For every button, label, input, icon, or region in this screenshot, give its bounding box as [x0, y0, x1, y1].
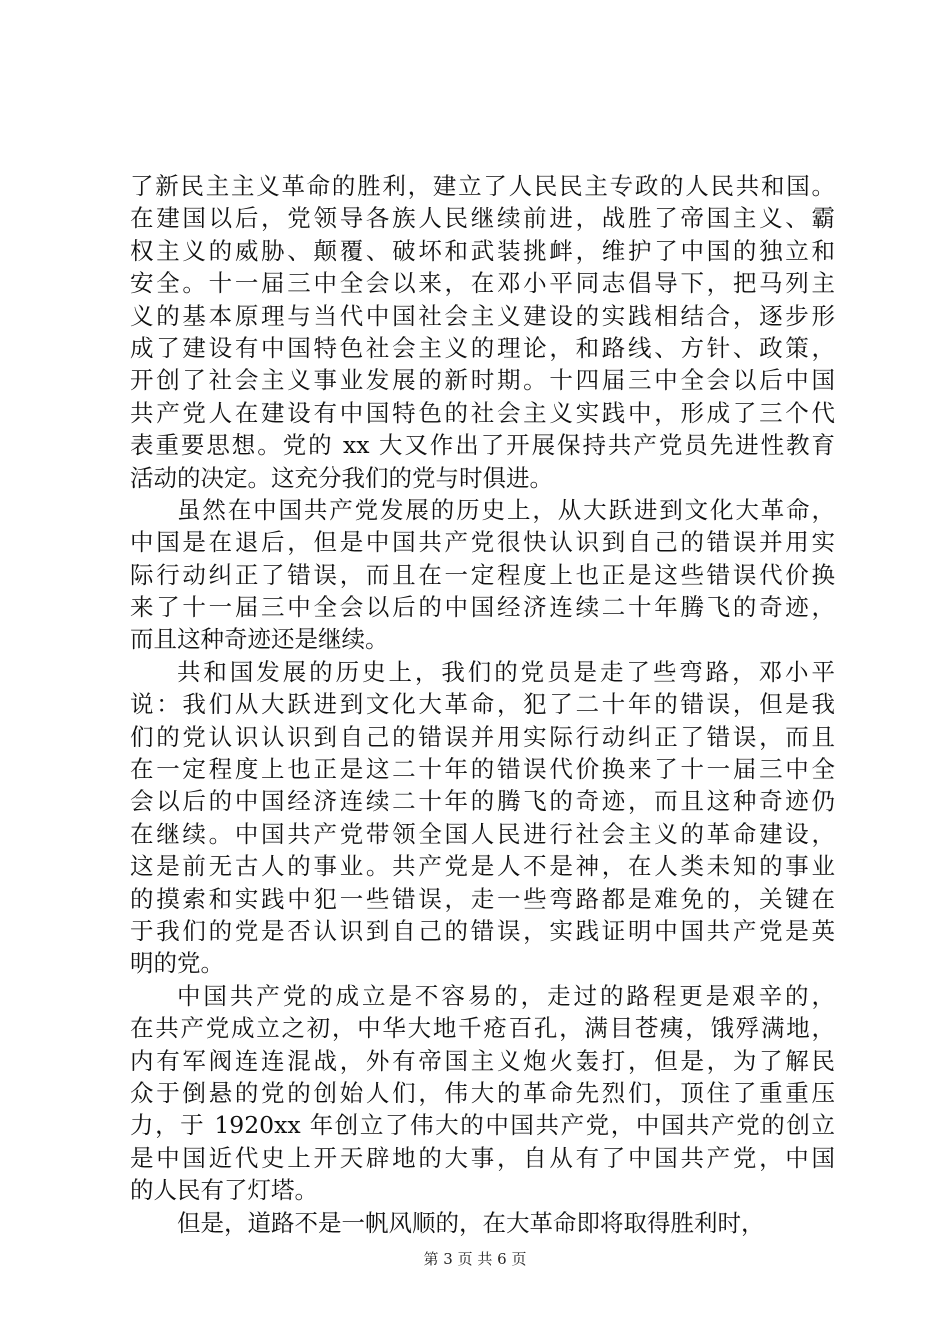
text-line: 安全。十一届三中全会以来，在邓小平同志倡导下，把马列主	[130, 269, 835, 298]
text-line: 而且这种奇迹还是继续。	[130, 625, 389, 654]
text-line: 开创了社会主义事业发展的新时期。十四届三中全会以后中国	[130, 366, 835, 395]
text-line: 活动的决定。这充分我们的党与时俱进。	[130, 463, 553, 492]
text-line: 内有军阀连连混战，外有帝国主义炮火轰打，但是，为了解民	[130, 1046, 835, 1075]
text-line: 中国是在退后，但是中国共产党很快认识到自己的错误并用实	[130, 528, 835, 557]
text-line: 共和国发展的历史上，我们的党员是走了些弯路，邓小平	[177, 657, 835, 686]
text-line: 明的党。	[130, 949, 224, 978]
text-line: 在一定程度上也正是这二十年的错误代价换来了十一届三中全	[130, 755, 835, 784]
text-line: 会以后的中国经济连续二十年的腾飞的奇迹，而且这种奇迹仍	[130, 787, 835, 816]
text-line: 成了建设有中国特色社会主义的理论，和路线、方针、政策，	[130, 333, 835, 362]
paragraph	[130, 980, 835, 1207]
text-line: 是中国近代史上开天辟地的大事，自从有了中国共产党，中国	[130, 1143, 835, 1172]
text-line: 虽然在中国共产党发展的历史上，从大跃进到文化大革命，	[177, 495, 835, 524]
text-line: 们的党认识认识到自己的错误并用实际行动纠正了错误，而且	[130, 722, 835, 751]
paragraph	[130, 656, 835, 980]
paragraph	[130, 494, 835, 656]
paragraph	[130, 1207, 835, 1239]
text-line: 于我们的党是否认识到自己的错误，实践证明中国共产党是英	[130, 916, 835, 945]
text-line: 在建国以后，党领导各族人民继续前进，战胜了帝国主义、霸	[130, 204, 835, 233]
text-line: 的摸索和实践中犯一些错误，走一些弯路都是难免的，关键在	[130, 884, 835, 913]
text-line: 义的基本原理与当代中国社会主义建设的实践相结合，逐步形	[130, 301, 835, 330]
text-line: 了新民主主义革命的胜利，建立了人民民主专政的人民共和国。	[130, 172, 835, 200]
text-line: 但是，道路不是一帆风顺的，在大革命即将取得胜利时，	[177, 1208, 765, 1237]
text-line: 中国共产党的成立是不容易的，走过的路程更是艰辛的，	[177, 981, 835, 1010]
page-footer: 第 3 页 共 6 页	[423, 1250, 527, 1268]
text-line: 权主义的威胁、颠覆、破坏和武装挑衅，维护了中国的独立和	[130, 236, 835, 265]
document-body	[130, 170, 835, 1239]
text-line: 在共产党成立之初，中华大地千疮百孔，满目苍痍，饿殍满地，	[130, 1014, 835, 1043]
text-line: 这是前无古人的事业。共产党是人不是神，在人类未知的事业	[130, 852, 835, 881]
text-line: 说：我们从大跃进到文化大革命，犯了二十年的错误，但是我	[130, 690, 835, 719]
text-line: 在继续。中国共产党带领全国人民进行社会主义的革命建设，	[130, 819, 835, 848]
text-line: 众于倒悬的党的创始人们，伟大的革命先烈们，顶住了重重压	[130, 1078, 835, 1107]
text-line: 的人民有了灯塔。	[130, 1176, 318, 1205]
text-line: 共产党人在建设有中国特色的社会主义实践中，形成了三个代	[130, 398, 835, 427]
text-line: 来了十一届三中全会以后的中国经济连续二十年腾飞的奇迹，	[130, 593, 835, 622]
text-line: 表重要思想。党的 xx 大又作出了开展保持共产党员先进性教育	[130, 431, 835, 460]
text-line: 际行动纠正了错误，而且在一定程度上也正是这些错误代价换	[130, 560, 835, 589]
paragraph	[130, 170, 835, 494]
text-line: 力，于 1920xx 年创立了伟大的中国共产党，中国共产党的创立	[130, 1111, 835, 1140]
